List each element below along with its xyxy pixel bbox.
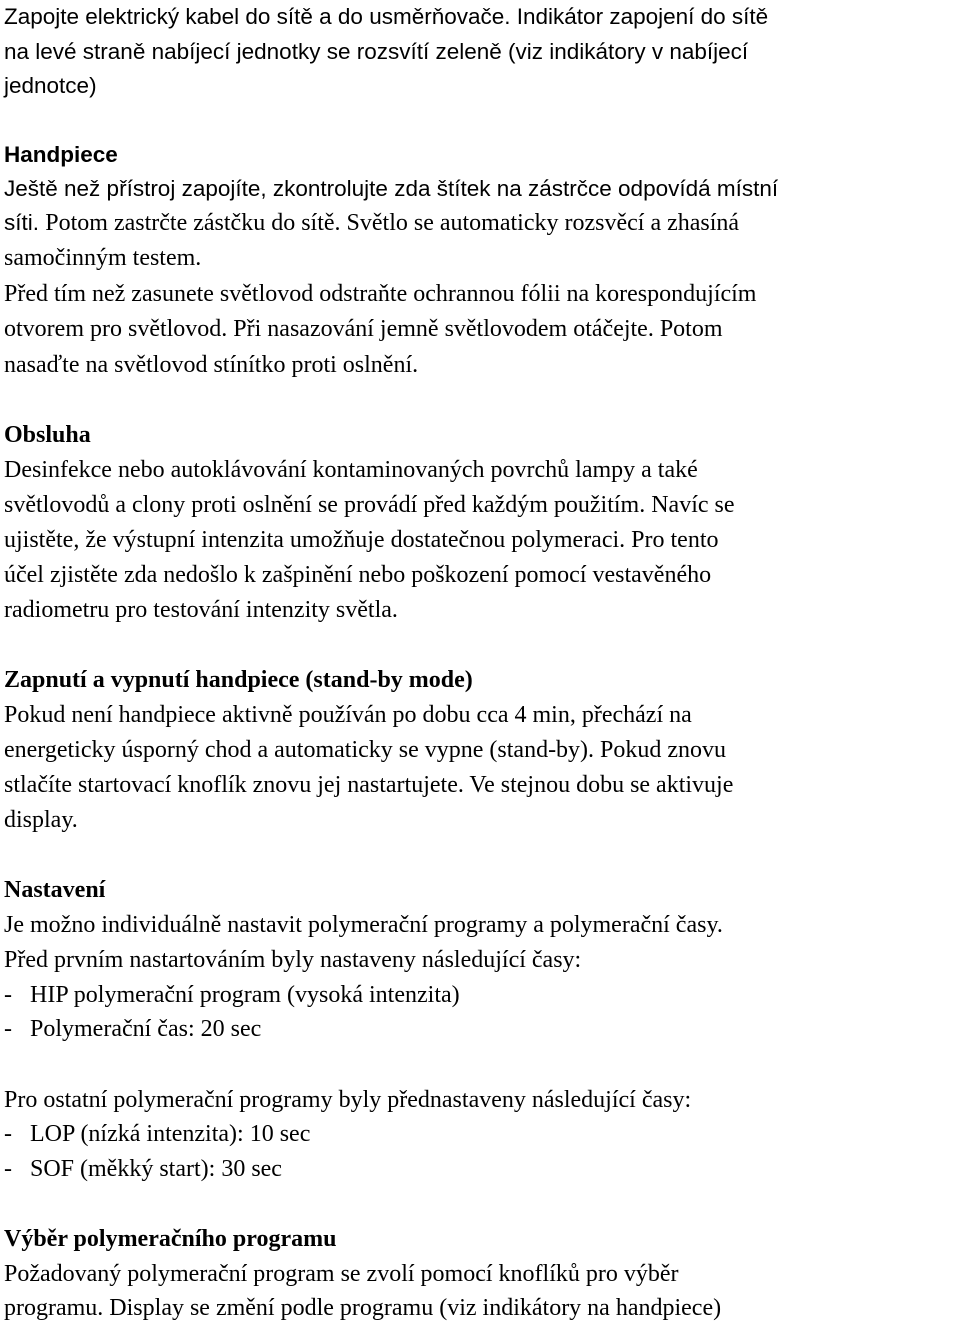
handpiece-line-4: Před tím než zasunete světlovod odstraňte ochrannou fólii na korespondujícím bbox=[4, 281, 757, 307]
standby-heading: Zapnutí a vypnutí handpiece (stand-by mode) bbox=[4, 667, 473, 693]
intro-line-1: Zapojte elektrický kabel do sítě a do usměrňovače. Indikátor zapojení do sítě bbox=[4, 4, 769, 29]
standby-line-1: Pokud není handpiece aktivně používán po dobu cca 4 min, přechází na bbox=[4, 702, 692, 728]
nastaveni-list-item-1: - HIP polymerační program (vysoká intenzita) bbox=[4, 982, 460, 1008]
obsluha-line-2: světlovodů a clony proti oslnění se provádí před každým použitím. Navíc se bbox=[4, 492, 735, 518]
handpiece-line-2b: Potom zastrčte zástčku do sítě. bbox=[45, 210, 341, 236]
handpiece-line-2a: síti. bbox=[4, 210, 46, 235]
handpiece-line-2 bbox=[4, 206, 739, 240]
handpiece-line-6: nasaďte na světlovod stínítko proti oslnění. bbox=[4, 352, 419, 378]
obsluha-heading: Obsluha bbox=[4, 422, 91, 448]
obsluha-line-5: radiometru pro testování intenzity světla. bbox=[4, 597, 398, 623]
obsluha-line-4: účel zjistěte zda nedošlo k zašpinění nebo poškození pomocí vestavěného bbox=[4, 562, 712, 588]
vyber-line-1: Požadovaný polymerační program se zvolí pomocí knoflíků pro výběr bbox=[4, 1261, 679, 1287]
handpiece-line-5: otvorem pro světlovod. Při nasazování jemně světlovodem otáčejte. Potom bbox=[4, 316, 723, 342]
nastaveni-line-5: Pro ostatní polymerační programy byly přednastaveny následující časy: bbox=[4, 1087, 692, 1113]
intro-line-2: na levé straně nabíjecí jednotky se rozsvítí zeleně (viz indikátory v nabíjecí bbox=[4, 39, 749, 64]
handpiece-line-3: samočinným testem. bbox=[4, 245, 202, 271]
nastaveni-line-2: Před prvním nastartováním byly nastaveny následující časy: bbox=[4, 947, 582, 973]
standby-line-4: display. bbox=[4, 807, 78, 833]
obsluha-line-1: Desinfekce nebo autoklávování kontaminovaných povrchů lampy a také bbox=[4, 457, 698, 483]
handpiece-line-1: Ještě než přístroj zapojíte, zkontrolujte zda štítek na zástrčce odpovídá místní bbox=[4, 176, 779, 201]
intro-line-3: jednotce) bbox=[4, 73, 97, 98]
vyber-line-2: programu. Display se změní podle programu (viz indikátory na handpiece) bbox=[4, 1295, 722, 1321]
nastaveni-list-item-3: - LOP (nízká intenzita): 10 sec bbox=[4, 1121, 311, 1147]
handpiece-heading: Handpiece bbox=[4, 142, 118, 167]
handpiece-line-2c: Světlo se automaticky rozsvěcí a zhasíná bbox=[340, 210, 740, 236]
nastaveni-line-1: Je možno individuálně nastavit polymerační programy a polymerační časy. bbox=[4, 912, 723, 938]
standby-line-2: energeticky úsporný chod a automaticky se vypne (stand-by). Pokud znovu bbox=[4, 737, 727, 763]
vyber-heading: Výběr polymeračního programu bbox=[4, 1226, 337, 1252]
obsluha-line-3: ujistěte, že výstupní intenzita umožňuje dostatečnou polymeraci. Pro tento bbox=[4, 527, 719, 553]
nastaveni-heading: Nastavení bbox=[4, 877, 106, 903]
nastaveni-list-item-4: - SOF (měkký start): 30 sec bbox=[4, 1156, 282, 1182]
standby-line-3: stlačíte startovací knoflík znovu jej nastartujete. Ve stejnou dobu se aktivuje bbox=[4, 772, 734, 798]
nastaveni-list-item-2: - Polymerační čas: 20 sec bbox=[4, 1016, 262, 1042]
